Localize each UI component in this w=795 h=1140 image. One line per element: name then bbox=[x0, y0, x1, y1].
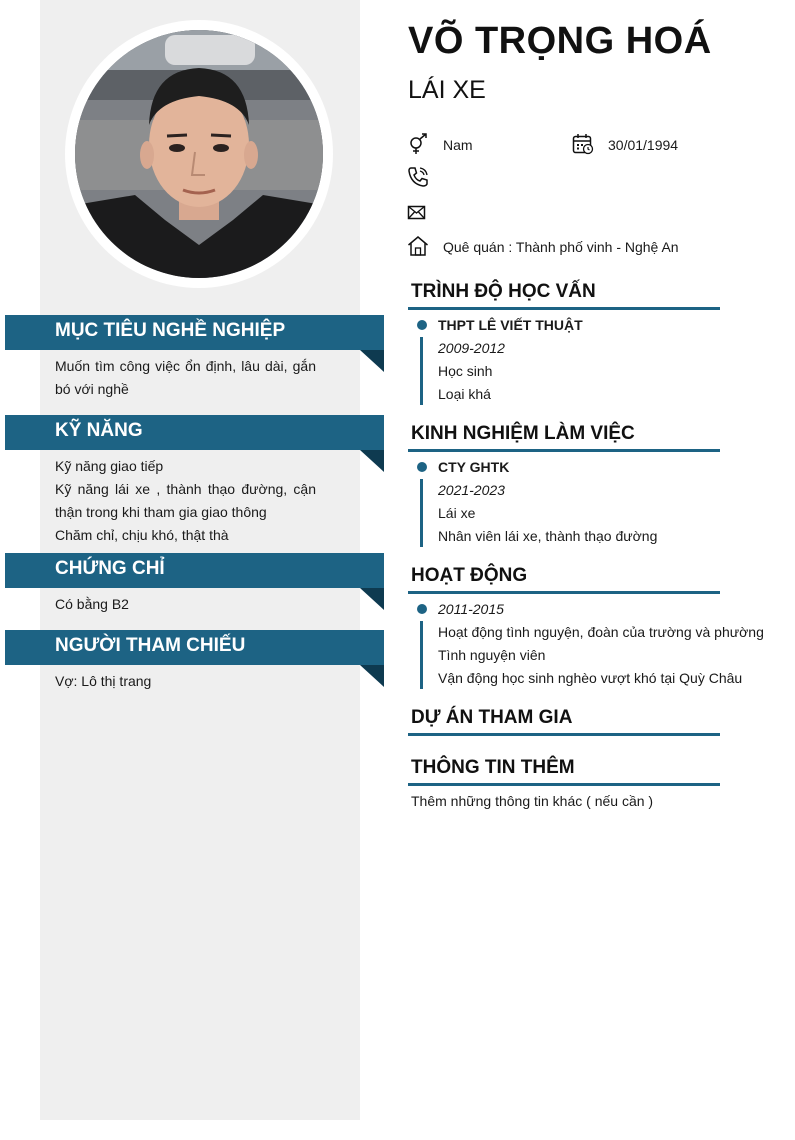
activities-title: HOẠT ĐỘNG bbox=[411, 565, 528, 586]
references-banner-fold bbox=[360, 665, 384, 687]
experience-timeline bbox=[420, 479, 423, 547]
activities-timeline bbox=[420, 621, 423, 689]
education-detail: Loại khá bbox=[438, 386, 491, 402]
skill-line: Chăm chỉ, chịu khó, thật thà bbox=[55, 527, 229, 543]
experience-detail: Nhân viên lái xe, thành thạo đường bbox=[438, 528, 658, 544]
experience-company: CTY GHTK bbox=[438, 459, 510, 475]
references-banner bbox=[5, 630, 384, 665]
certificates-banner-fold bbox=[360, 588, 384, 610]
person-photo-icon bbox=[75, 30, 323, 278]
skills-banner-fold bbox=[360, 450, 384, 472]
gender-icon bbox=[407, 133, 429, 155]
projects-title: DỰ ÁN THAM GIA bbox=[411, 707, 573, 728]
education-bullet bbox=[417, 320, 427, 330]
certificates-banner bbox=[5, 553, 384, 588]
education-timeline bbox=[420, 337, 423, 405]
activity-line: Vận động học sinh nghèo vượt khó tại Quỳ Châu bbox=[438, 670, 743, 686]
references-text bbox=[55, 670, 316, 693]
references-title: NGƯỜI THAM CHIẾU bbox=[55, 635, 246, 656]
objective-banner-fold bbox=[360, 350, 384, 372]
home-icon bbox=[407, 235, 429, 257]
avatar bbox=[75, 30, 323, 278]
candidate-name: VÕ TRỌNG HOÁ bbox=[408, 20, 712, 62]
projects-rule bbox=[408, 733, 720, 736]
education-rule bbox=[408, 307, 720, 310]
activities-bullet bbox=[417, 604, 427, 614]
objective-line: bó với nghề bbox=[55, 381, 129, 397]
skills-title: KỸ NĂNG bbox=[55, 420, 143, 441]
activities-rule bbox=[408, 591, 720, 594]
hometown-value: Quê quán : Thành phố vinh - Nghệ An bbox=[443, 239, 679, 255]
skills-text bbox=[55, 455, 316, 547]
phone-icon bbox=[407, 166, 429, 188]
skills-banner bbox=[5, 415, 384, 450]
education-role: Học sinh bbox=[438, 363, 493, 379]
experience-rule bbox=[408, 449, 720, 452]
more-info-rule bbox=[408, 783, 720, 786]
gender-value: Nam bbox=[443, 137, 473, 153]
skill-line: thận trong khi tham gia giao thông bbox=[55, 504, 267, 520]
experience-title: KINH NGHIỆM LÀM VIỆC bbox=[411, 423, 635, 444]
objective-banner bbox=[5, 315, 384, 350]
email-icon bbox=[407, 202, 429, 224]
education-school: THPT LÊ VIẾT THUẬT bbox=[438, 317, 583, 333]
objective-text bbox=[55, 355, 316, 401]
skill-line: Kỹ năng lái xe , thành thạo đường, cận bbox=[55, 481, 316, 497]
objective-line: Muốn tìm công việc ổn định, lâu dài, gắn bbox=[55, 358, 316, 374]
activity-line: Hoạt động tình nguyện, đoàn của trường và phường bbox=[438, 624, 764, 640]
reference-line: Vợ: Lô thị trang bbox=[55, 673, 152, 689]
experience-bullet bbox=[417, 462, 427, 472]
objective-title: MỤC TIÊU NGHỀ NGHIỆP bbox=[55, 320, 286, 341]
certificates-text bbox=[55, 593, 316, 616]
certificates-title: CHỨNG CHỈ bbox=[55, 558, 165, 579]
experience-period: 2021-2023 bbox=[438, 482, 505, 498]
more-info-title: THÔNG TIN THÊM bbox=[411, 757, 575, 778]
certificate-line: Có bằng B2 bbox=[55, 596, 129, 612]
skill-line: Kỹ năng giao tiếp bbox=[55, 458, 164, 474]
experience-role: Lái xe bbox=[438, 505, 476, 521]
activities-period: 2011-2015 bbox=[438, 601, 504, 617]
job-title: LÁI XE bbox=[408, 76, 486, 104]
education-period: 2009-2012 bbox=[438, 340, 505, 356]
calendar-icon bbox=[572, 133, 594, 155]
more-info-text: Thêm những thông tin khác ( nếu cần ) bbox=[411, 793, 654, 809]
activity-line: Tình nguyện viên bbox=[438, 647, 546, 663]
birthdate-value: 30/01/1994 bbox=[608, 137, 679, 153]
education-title: TRÌNH ĐỘ HỌC VẤN bbox=[411, 281, 596, 302]
